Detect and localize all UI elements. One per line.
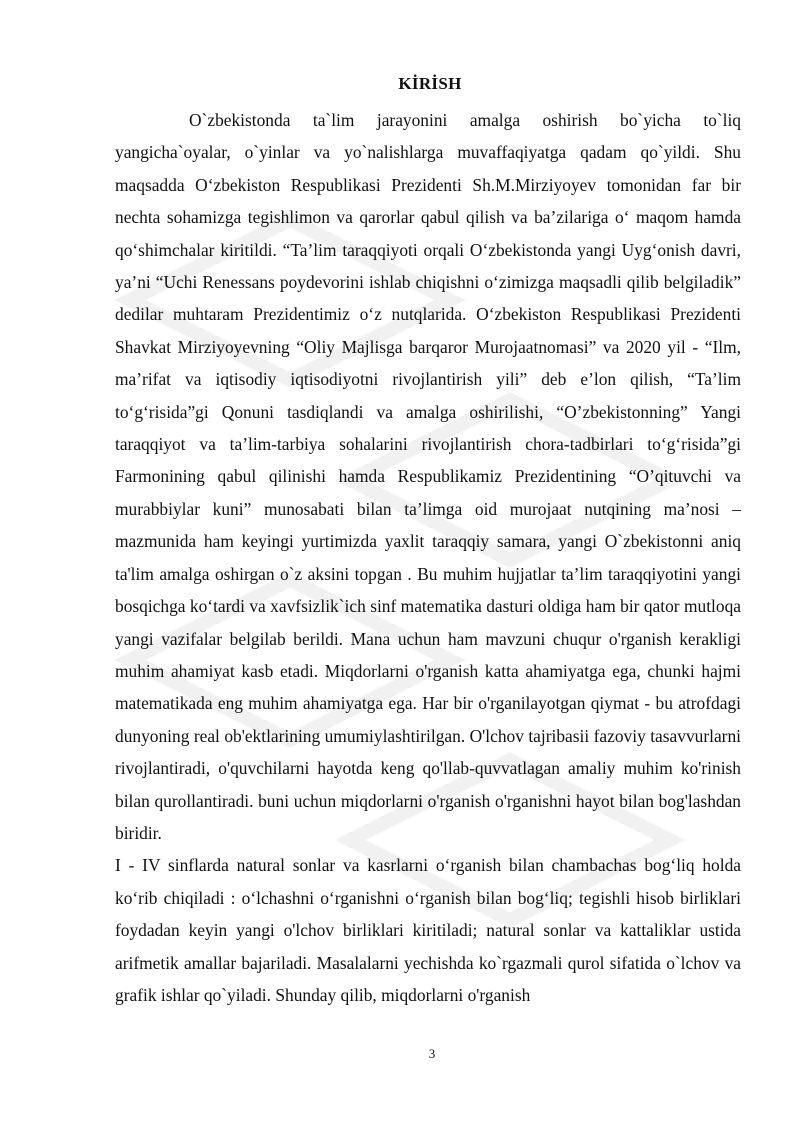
document-heading: KİRİSH: [398, 74, 462, 93]
document-body: [115, 104, 741, 1011]
paragraph-introduction: O`zbekistonda ta`lim jarayonini amalga oshirish bo`yicha to`liq yangicha`oyalar, o`yinlar va yo`nalishlarga muvaffaqiyatga qadam qo`yildi. Shu maqsadda O‘zbekiston Respublikasi Prezidenti Sh.M.Mirziyoyev tomonidan far bir nechta sohamizga tegishlimon va qarorlar qabul qilish va ba’zilariga o‘ maqom hamda qo‘shimchalar kiritildi. “Ta’lim taraqqiyoti orqali O‘zbekistonda yangi Uyg‘onish davri, ya’ni “Uchi Renessans poydevorini ishlab chiqishni o‘zimizga maqsadli qilib belgiladik” dedilar muhtaram Prezidentimiz o‘z nutqlarida. O‘zbekiston Respublikasi Prezidenti Shavkat Mirziyoyevning “Oliy Majlisga barqaror Murojaatnomasi” va 2020 yil - “Ilm, ma’rifat va iqtisodiy iqtisodiyotni rivojlantirish yili” deb e’lon qilish, “Ta’lim to‘g‘risida”gi Qonuni tasdiqlandi va amalga oshirilishi, “O’zbekistonning” Yangi taraqqiyot va ta’lim-tarbiya sohalarini rivojlantirish chora-tadbirlari to‘g‘risida”gi Farmonining qabul qilinishi hamda Respublikamiz Prezidentining “O’qituvchi va murabbiylar kuni” munosabati bilan ta’limga oid murojaat nutqining ma’nosi – mazmunida ham keyingi yurtimizda yaxlit taraqqiy samara, yangi O`zbekistonni aniq ta'lim amalga oshirgan o`z aksini topgan . Bu muhim hujjatlar ta’lim taraqqiyotini yangi bosqichga ko‘tardi va xavfsizlik`ich sinf matematika dasturi oldiga ham bir qator mutloqa yangi vazifalar belgilab berildi. Mana uchun ham mavzuni chuqur o'rganish kerakligi muhim ahamiyat kasb etadi. Miqdorlarni o'rganish katta ahamiyatga ega, chunki hajmi matematikada eng muhim ahamiyatga ega. Har bir o'rganilayotgan qiymat - bu atrofdagi dunyoning real ob'ektlarining umumiylashtirilgan. O'lchov tajribasii fazoviy tasavvurlarni rivojlantiradi, o'quvchilarni hayotda keng qo'llab-quvvatlagan amaliy muhim ko'rinish bilan qurollantiradi. buni uchun miqdorlarni o'rganish o'rganishni hayot bilan bog'lashdan biridir.: [115, 110, 741, 843]
page-number: 3: [428, 1046, 436, 1061]
paragraph-grades: I - IV sinflarda natural sonlar va kasrlarni o‘rganish bilan chambachas bog‘liq holda ko‘rib chiqiladi : o‘lchashni o‘rganishni o‘rganish bilan bog‘liq; tegishli hisob birliklari foydadan keyin yangi o'lchov birliklari kiritiladi; natural sonlar va kattaliklar ustida arifmetik amallar bajariladi. Masalalarni yechishda ko`rgazmali qurol sifatida o`lchov va grafik ishlar qo`yiladi. Shunday qilib, miqdorlarni o'rganish: [115, 855, 741, 1005]
